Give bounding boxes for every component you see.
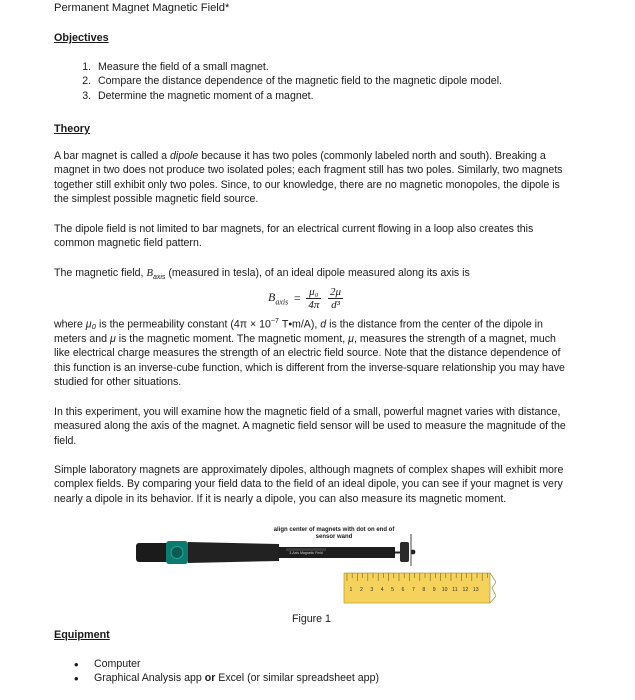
equipment-item: • Computer (92, 657, 612, 671)
ruler-number: 12 (462, 587, 469, 593)
equipment-item: • Graphical Analysis app or Excel (or similar spreadsheet app) (92, 671, 612, 685)
dipole-field-formula: $B_{axis}$ = $\frac{\text{μ₀}}{4\pi}$ $\frac{2\mu}{\text{d³}}$ (268, 286, 342, 312)
ruler-number: 11 (452, 587, 458, 593)
document-title: Permanent Magnet Magnetic Field* (54, 2, 230, 14)
ruler-number: 9 (432, 587, 436, 593)
objectives-heading: Objectives (54, 32, 109, 44)
magnet (400, 534, 415, 566)
ruler-number: 6 (401, 587, 405, 593)
objective-item: 2. Compare the distance dependence of the magnetic field to the magnetic dipole model. (94, 74, 614, 88)
ruler-number: 5 (391, 587, 395, 593)
dipole-term: dipole (170, 150, 199, 162)
figure-alignment-note: align center of magnets with dot on end of sensor wand (273, 527, 395, 541)
ruler-number: 3 (370, 587, 374, 593)
sensor-label: 3-Axis Magnetic Field (289, 551, 323, 555)
objective-item: 3. Determine the magnetic moment of a magnet. (94, 89, 614, 103)
ruler-number: 1 (349, 587, 353, 593)
ruler-number: 2 (359, 587, 363, 593)
theory-heading: Theory (54, 123, 90, 135)
magnetic-field-sensor (136, 541, 404, 564)
ruler-number: 4 (380, 587, 384, 593)
formula-fraction-1: $\frac{\text{μ₀}}{4\pi}$ (308, 286, 320, 312)
theory-paragraph-6: Simple laboratory magnets are approximately dipoles, although magnets of complex shapes will exhibit more complex fields. By comparing your field data to the field of an ideal dipole, you can see if your magnet is very nearly a dipole in its behavior. If it is nearly a dipole, you can also measure its magnetic moment. (54, 464, 564, 505)
equipment-heading: Equipment (54, 629, 110, 641)
equipment-list (54, 657, 612, 686)
theory-paragraph-5: In this experiment, you will examine how the magnetic field of a small, powerful magnet varies with distance, measured along the axis of the magnet. A magnetic field sensor will be used to measure the magnitude of the field. (54, 406, 566, 447)
ruler-number: 13 (472, 587, 479, 593)
ruler (344, 573, 496, 603)
figure-1-illustration (134, 530, 496, 610)
theory-paragraph-3: The magnetic field, $B_{axis}$ (measured in tesla), of an ideal dipole measured along its axis is (54, 267, 470, 282)
ruler-number: 7 (411, 587, 415, 593)
objectives-list (54, 60, 614, 103)
ruler-number: 10 (441, 587, 448, 593)
objective-item: 1. Measure the field of a small magnet. (94, 60, 614, 74)
ruler-number: 8 (422, 587, 426, 593)
theory-paragraph-2: The dipole field is not limited to bar magnets, for an electrical current flowing in a loop also creates this common magnetic field pattern. (54, 223, 534, 250)
figure-caption: Figure 1 (292, 613, 331, 625)
formula-fraction-2: $\frac{2\mu}{\text{d³}}$ (330, 286, 342, 312)
theory-paragraph-1: A bar magnet is called a dipole because it has two poles (commonly labeled north and south). Breaking a magnet in two does not produce two isolated poles; each fragment still has two poles. Similarly, two magnets together still exhibit only two poles. Since, to our knowledge, there are no magnetic monopoles, the dipole is the simplest possible magnetic field source. (54, 150, 563, 206)
theory-paragraph-4: where μ₀ is the permeability constant ($4\pi \times 10^{-7}$ T•m/A), d is the distance from the center of the dipole in meters and μ is the magnetic moment. The magnetic moment, μ, measures the strength of a magnet, much like electrical charge measures the strength of an electric field source. Note that the distance dependence of this function is an inverse-cube function, which is different from the inverse-square relationship you may have studied for other situations. (54, 318, 565, 389)
